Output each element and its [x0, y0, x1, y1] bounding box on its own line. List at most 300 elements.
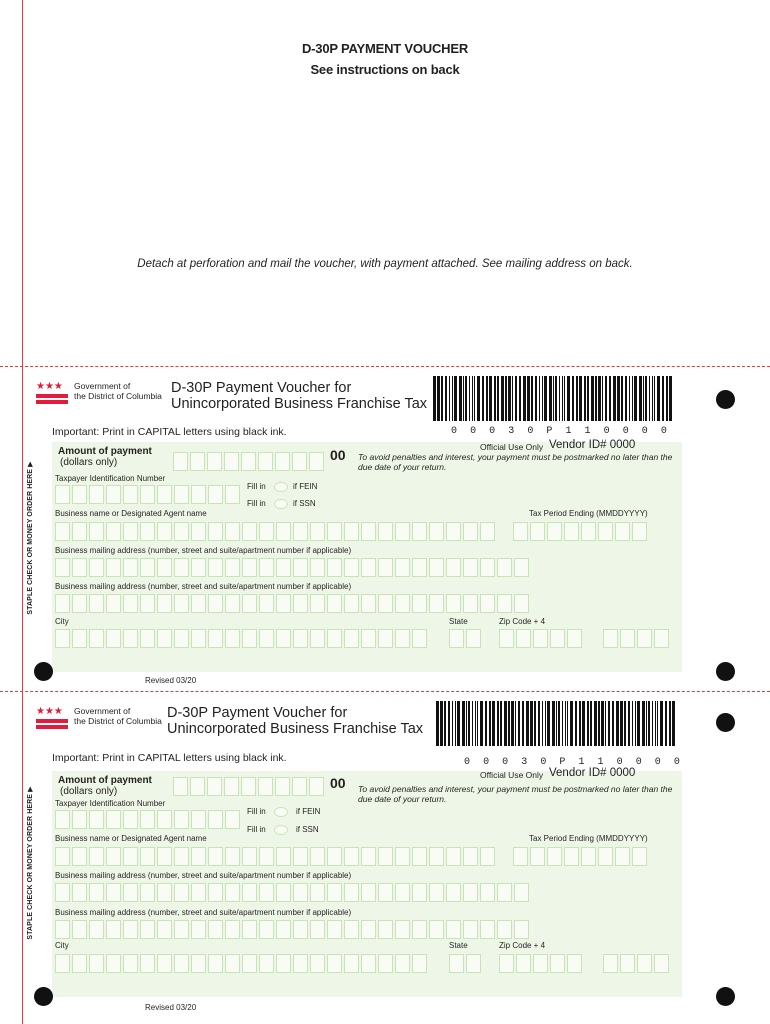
char-box[interactable]: [123, 954, 138, 973]
char-box[interactable]: [55, 522, 70, 541]
address-field-1[interactable]: [55, 558, 529, 577]
char-box[interactable]: [378, 847, 393, 866]
char-box[interactable]: [395, 629, 410, 648]
zip-field[interactable]: [499, 629, 582, 648]
char-box[interactable]: [72, 594, 87, 613]
zip-plus4-field[interactable]: [603, 629, 669, 648]
char-box[interactable]: [191, 847, 206, 866]
char-box[interactable]: [140, 485, 155, 504]
char-box[interactable]: [259, 847, 274, 866]
char-box[interactable]: [89, 629, 104, 648]
char-box[interactable]: [242, 920, 257, 939]
char-box[interactable]: [174, 883, 189, 902]
char-box[interactable]: [208, 558, 223, 577]
char-box[interactable]: [466, 954, 481, 973]
char-box[interactable]: [463, 522, 478, 541]
char-box[interactable]: [140, 558, 155, 577]
char-box[interactable]: [224, 452, 239, 471]
char-box[interactable]: [309, 777, 324, 796]
char-box[interactable]: [654, 954, 669, 973]
char-box[interactable]: [276, 522, 291, 541]
char-box[interactable]: [449, 954, 464, 973]
char-box[interactable]: [429, 522, 444, 541]
char-box[interactable]: [378, 594, 393, 613]
char-box[interactable]: [344, 920, 359, 939]
char-box[interactable]: [516, 954, 531, 973]
char-box[interactable]: [378, 920, 393, 939]
char-box[interactable]: [106, 485, 121, 504]
char-box[interactable]: [395, 920, 410, 939]
char-box[interactable]: [259, 954, 274, 973]
char-box[interactable]: [72, 558, 87, 577]
char-box[interactable]: [106, 920, 121, 939]
char-box[interactable]: [603, 629, 618, 648]
char-box[interactable]: [258, 777, 273, 796]
char-box[interactable]: [191, 558, 206, 577]
char-box[interactable]: [157, 847, 172, 866]
char-box[interactable]: [497, 920, 512, 939]
char-box[interactable]: [412, 883, 427, 902]
char-box[interactable]: [72, 920, 87, 939]
char-box[interactable]: [293, 594, 308, 613]
char-box[interactable]: [225, 920, 240, 939]
char-box[interactable]: [632, 522, 647, 541]
char-box[interactable]: [564, 522, 579, 541]
char-box[interactable]: [123, 558, 138, 577]
char-box[interactable]: [412, 920, 427, 939]
char-box[interactable]: [191, 629, 206, 648]
char-box[interactable]: [174, 594, 189, 613]
char-box[interactable]: [463, 847, 478, 866]
tax-period-field[interactable]: [513, 522, 647, 541]
char-box[interactable]: [72, 485, 87, 504]
char-box[interactable]: [72, 522, 87, 541]
char-box[interactable]: [327, 594, 342, 613]
char-box[interactable]: [309, 452, 324, 471]
char-box[interactable]: [89, 558, 104, 577]
char-box[interactable]: [208, 629, 223, 648]
char-box[interactable]: [514, 558, 529, 577]
char-box[interactable]: [480, 594, 495, 613]
char-box[interactable]: [449, 629, 464, 648]
char-box[interactable]: [429, 883, 444, 902]
char-box[interactable]: [293, 558, 308, 577]
char-box[interactable]: [89, 883, 104, 902]
char-box[interactable]: [361, 954, 376, 973]
char-box[interactable]: [429, 920, 444, 939]
ssn-radio[interactable]: [274, 825, 288, 835]
char-box[interactable]: [429, 594, 444, 613]
char-box[interactable]: [327, 847, 342, 866]
char-box[interactable]: [499, 629, 514, 648]
char-box[interactable]: [157, 522, 172, 541]
char-box[interactable]: [446, 883, 461, 902]
char-box[interactable]: [157, 485, 172, 504]
char-box[interactable]: [174, 522, 189, 541]
char-box[interactable]: [55, 485, 70, 504]
char-box[interactable]: [242, 954, 257, 973]
char-box[interactable]: [258, 452, 273, 471]
char-box[interactable]: [157, 954, 172, 973]
char-box[interactable]: [224, 777, 239, 796]
char-box[interactable]: [446, 847, 461, 866]
char-box[interactable]: [55, 954, 70, 973]
char-box[interactable]: [242, 522, 257, 541]
char-box[interactable]: [208, 485, 223, 504]
city-field[interactable]: [55, 954, 427, 973]
char-box[interactable]: [157, 920, 172, 939]
char-box[interactable]: [378, 883, 393, 902]
state-field[interactable]: [449, 954, 481, 973]
char-box[interactable]: [275, 777, 290, 796]
char-box[interactable]: [140, 883, 155, 902]
business-name-field[interactable]: [55, 522, 495, 541]
char-box[interactable]: [293, 522, 308, 541]
char-box[interactable]: [603, 954, 618, 973]
char-box[interactable]: [275, 452, 290, 471]
char-box[interactable]: [514, 920, 529, 939]
ssn-radio[interactable]: [274, 499, 288, 509]
char-box[interactable]: [191, 920, 206, 939]
char-box[interactable]: [581, 847, 596, 866]
char-box[interactable]: [157, 883, 172, 902]
char-box[interactable]: [89, 810, 104, 829]
char-box[interactable]: [567, 954, 582, 973]
char-box[interactable]: [190, 452, 205, 471]
char-box[interactable]: [225, 954, 240, 973]
char-box[interactable]: [581, 522, 596, 541]
char-box[interactable]: [157, 629, 172, 648]
char-box[interactable]: [174, 920, 189, 939]
char-box[interactable]: [174, 485, 189, 504]
char-box[interactable]: [395, 883, 410, 902]
char-box[interactable]: [225, 558, 240, 577]
char-box[interactable]: [412, 594, 427, 613]
char-box[interactable]: [241, 777, 256, 796]
char-box[interactable]: [446, 594, 461, 613]
char-box[interactable]: [157, 558, 172, 577]
char-box[interactable]: [72, 847, 87, 866]
char-box[interactable]: [615, 847, 630, 866]
char-box[interactable]: [292, 777, 307, 796]
char-box[interactable]: [395, 847, 410, 866]
char-box[interactable]: [327, 558, 342, 577]
char-box[interactable]: [242, 558, 257, 577]
char-box[interactable]: [480, 558, 495, 577]
tin-field[interactable]: [55, 485, 240, 504]
char-box[interactable]: [225, 594, 240, 613]
char-box[interactable]: [480, 522, 495, 541]
char-box[interactable]: [190, 777, 205, 796]
char-box[interactable]: [191, 883, 206, 902]
char-box[interactable]: [140, 920, 155, 939]
char-box[interactable]: [637, 629, 652, 648]
char-box[interactable]: [208, 522, 223, 541]
char-box[interactable]: [497, 594, 512, 613]
char-box[interactable]: [242, 883, 257, 902]
char-box[interactable]: [123, 594, 138, 613]
address-field-2[interactable]: [55, 920, 529, 939]
char-box[interactable]: [632, 847, 647, 866]
char-box[interactable]: [259, 522, 274, 541]
char-box[interactable]: [344, 883, 359, 902]
char-box[interactable]: [514, 883, 529, 902]
char-box[interactable]: [208, 920, 223, 939]
char-box[interactable]: [463, 883, 478, 902]
address-field-1[interactable]: [55, 883, 529, 902]
char-box[interactable]: [293, 883, 308, 902]
char-box[interactable]: [259, 558, 274, 577]
char-box[interactable]: [446, 558, 461, 577]
char-box[interactable]: [191, 954, 206, 973]
char-box[interactable]: [106, 558, 121, 577]
fein-radio[interactable]: [274, 807, 288, 817]
char-box[interactable]: [72, 629, 87, 648]
char-box[interactable]: [55, 629, 70, 648]
address-field-2[interactable]: [55, 594, 529, 613]
char-box[interactable]: [361, 920, 376, 939]
char-box[interactable]: [123, 485, 138, 504]
char-box[interactable]: [530, 522, 545, 541]
char-box[interactable]: [225, 883, 240, 902]
char-box[interactable]: [361, 847, 376, 866]
char-box[interactable]: [55, 558, 70, 577]
char-box[interactable]: [497, 883, 512, 902]
char-box[interactable]: [327, 954, 342, 973]
char-box[interactable]: [598, 522, 613, 541]
char-box[interactable]: [327, 883, 342, 902]
char-box[interactable]: [259, 629, 274, 648]
char-box[interactable]: [207, 777, 222, 796]
char-box[interactable]: [225, 522, 240, 541]
char-box[interactable]: [55, 810, 70, 829]
char-box[interactable]: [140, 629, 155, 648]
char-box[interactable]: [463, 594, 478, 613]
char-box[interactable]: [89, 847, 104, 866]
char-box[interactable]: [276, 594, 291, 613]
char-box[interactable]: [514, 594, 529, 613]
char-box[interactable]: [106, 810, 121, 829]
char-box[interactable]: [480, 847, 495, 866]
char-box[interactable]: [140, 954, 155, 973]
char-box[interactable]: [446, 522, 461, 541]
char-box[interactable]: [361, 522, 376, 541]
char-box[interactable]: [123, 810, 138, 829]
char-box[interactable]: [446, 920, 461, 939]
char-box[interactable]: [276, 883, 291, 902]
char-box[interactable]: [463, 558, 478, 577]
zip-plus4-field[interactable]: [603, 954, 669, 973]
char-box[interactable]: [395, 954, 410, 973]
char-box[interactable]: [378, 522, 393, 541]
char-box[interactable]: [310, 594, 325, 613]
char-box[interactable]: [615, 522, 630, 541]
char-box[interactable]: [327, 522, 342, 541]
char-box[interactable]: [173, 777, 188, 796]
char-box[interactable]: [466, 629, 481, 648]
char-box[interactable]: [361, 629, 376, 648]
char-box[interactable]: [123, 522, 138, 541]
char-box[interactable]: [480, 883, 495, 902]
char-box[interactable]: [344, 847, 359, 866]
char-box[interactable]: [361, 883, 376, 902]
char-box[interactable]: [123, 629, 138, 648]
char-box[interactable]: [123, 920, 138, 939]
char-box[interactable]: [191, 594, 206, 613]
char-box[interactable]: [395, 522, 410, 541]
char-box[interactable]: [310, 847, 325, 866]
char-box[interactable]: [174, 847, 189, 866]
char-box[interactable]: [293, 629, 308, 648]
char-box[interactable]: [533, 629, 548, 648]
char-box[interactable]: [327, 920, 342, 939]
char-box[interactable]: [123, 883, 138, 902]
char-box[interactable]: [310, 883, 325, 902]
char-box[interactable]: [344, 594, 359, 613]
char-box[interactable]: [547, 522, 562, 541]
char-box[interactable]: [140, 522, 155, 541]
char-box[interactable]: [480, 920, 495, 939]
char-box[interactable]: [395, 594, 410, 613]
char-box[interactable]: [174, 558, 189, 577]
char-box[interactable]: [259, 883, 274, 902]
char-box[interactable]: [564, 847, 579, 866]
char-box[interactable]: [208, 810, 223, 829]
char-box[interactable]: [620, 954, 635, 973]
char-box[interactable]: [547, 847, 562, 866]
char-box[interactable]: [378, 629, 393, 648]
char-box[interactable]: [276, 558, 291, 577]
char-box[interactable]: [242, 594, 257, 613]
char-box[interactable]: [513, 847, 528, 866]
char-box[interactable]: [174, 954, 189, 973]
char-box[interactable]: [550, 954, 565, 973]
char-box[interactable]: [191, 485, 206, 504]
char-box[interactable]: [310, 954, 325, 973]
char-box[interactable]: [412, 522, 427, 541]
char-box[interactable]: [310, 920, 325, 939]
char-box[interactable]: [378, 558, 393, 577]
char-box[interactable]: [89, 920, 104, 939]
char-box[interactable]: [292, 452, 307, 471]
char-box[interactable]: [242, 847, 257, 866]
char-box[interactable]: [106, 629, 121, 648]
char-box[interactable]: [499, 954, 514, 973]
char-box[interactable]: [361, 558, 376, 577]
char-box[interactable]: [378, 954, 393, 973]
amount-field[interactable]: [173, 777, 324, 796]
char-box[interactable]: [412, 629, 427, 648]
char-box[interactable]: [293, 847, 308, 866]
char-box[interactable]: [276, 920, 291, 939]
char-box[interactable]: [191, 810, 206, 829]
char-box[interactable]: [412, 558, 427, 577]
char-box[interactable]: [637, 954, 652, 973]
tax-period-field[interactable]: [513, 847, 647, 866]
char-box[interactable]: [412, 847, 427, 866]
char-box[interactable]: [242, 629, 257, 648]
char-box[interactable]: [191, 522, 206, 541]
char-box[interactable]: [276, 847, 291, 866]
char-box[interactable]: [89, 594, 104, 613]
amount-field[interactable]: [173, 452, 324, 471]
char-box[interactable]: [72, 883, 87, 902]
char-box[interactable]: [567, 629, 582, 648]
char-box[interactable]: [106, 954, 121, 973]
char-box[interactable]: [293, 920, 308, 939]
char-box[interactable]: [550, 629, 565, 648]
char-box[interactable]: [497, 558, 512, 577]
char-box[interactable]: [344, 954, 359, 973]
char-box[interactable]: [327, 629, 342, 648]
state-field[interactable]: [449, 629, 481, 648]
char-box[interactable]: [395, 558, 410, 577]
char-box[interactable]: [361, 594, 376, 613]
char-box[interactable]: [276, 954, 291, 973]
char-box[interactable]: [55, 594, 70, 613]
char-box[interactable]: [310, 558, 325, 577]
char-box[interactable]: [344, 558, 359, 577]
char-box[interactable]: [140, 594, 155, 613]
char-box[interactable]: [208, 883, 223, 902]
fein-radio[interactable]: [274, 482, 288, 492]
char-box[interactable]: [225, 810, 240, 829]
char-box[interactable]: [344, 629, 359, 648]
char-box[interactable]: [429, 558, 444, 577]
char-box[interactable]: [106, 883, 121, 902]
tin-field[interactable]: [55, 810, 240, 829]
char-box[interactable]: [72, 954, 87, 973]
char-box[interactable]: [106, 522, 121, 541]
char-box[interactable]: [344, 522, 359, 541]
char-box[interactable]: [208, 954, 223, 973]
char-box[interactable]: [259, 594, 274, 613]
char-box[interactable]: [55, 920, 70, 939]
char-box[interactable]: [241, 452, 256, 471]
zip-field[interactable]: [499, 954, 582, 973]
char-box[interactable]: [654, 629, 669, 648]
char-box[interactable]: [55, 847, 70, 866]
char-box[interactable]: [530, 847, 545, 866]
char-box[interactable]: [173, 452, 188, 471]
char-box[interactable]: [106, 594, 121, 613]
char-box[interactable]: [157, 594, 172, 613]
char-box[interactable]: [598, 847, 613, 866]
char-box[interactable]: [513, 522, 528, 541]
char-box[interactable]: [276, 629, 291, 648]
char-box[interactable]: [208, 847, 223, 866]
char-box[interactable]: [140, 810, 155, 829]
char-box[interactable]: [293, 954, 308, 973]
char-box[interactable]: [207, 452, 222, 471]
char-box[interactable]: [89, 522, 104, 541]
char-box[interactable]: [310, 522, 325, 541]
char-box[interactable]: [123, 847, 138, 866]
char-box[interactable]: [89, 954, 104, 973]
char-box[interactable]: [225, 629, 240, 648]
char-box[interactable]: [412, 954, 427, 973]
char-box[interactable]: [429, 847, 444, 866]
char-box[interactable]: [516, 629, 531, 648]
char-box[interactable]: [174, 629, 189, 648]
char-box[interactable]: [225, 485, 240, 504]
char-box[interactable]: [174, 810, 189, 829]
char-box[interactable]: [463, 920, 478, 939]
char-box[interactable]: [140, 847, 155, 866]
char-box[interactable]: [208, 594, 223, 613]
char-box[interactable]: [55, 883, 70, 902]
char-box[interactable]: [259, 920, 274, 939]
